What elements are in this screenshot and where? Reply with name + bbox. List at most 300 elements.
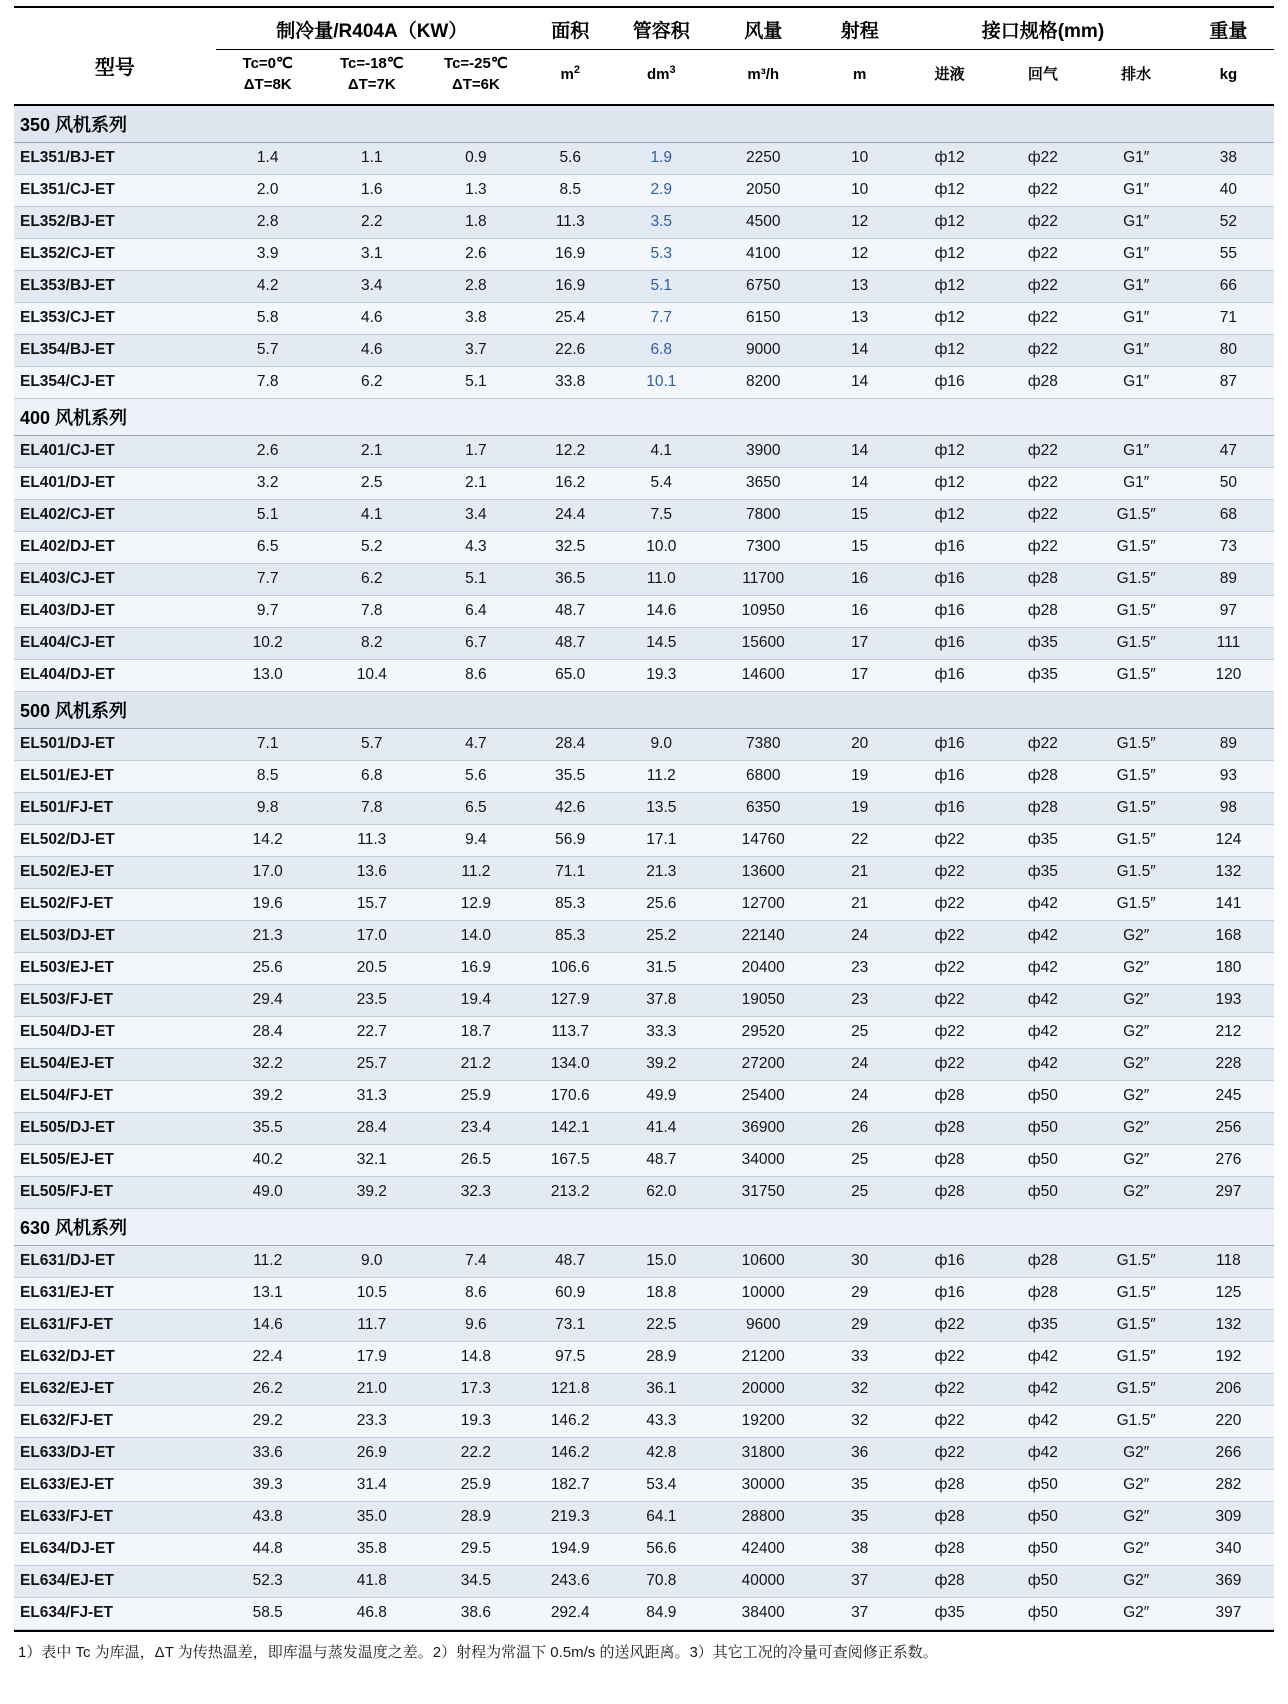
cell-conn-liquid: ф22 — [903, 1373, 996, 1405]
cell-volume: 64.1 — [613, 1501, 711, 1533]
cell-throw: 10 — [816, 174, 903, 206]
cell-conn-liquid: ф22 — [903, 1341, 996, 1373]
cell-throw: 15 — [816, 499, 903, 531]
cell-throw: 24 — [816, 920, 903, 952]
cell-cap-tc0: 6.5 — [216, 531, 320, 563]
cell-conn-gas: ф50 — [996, 1597, 1089, 1629]
cell-throw: 21 — [816, 888, 903, 920]
cell-model: EL503/DJ-ET — [14, 920, 216, 952]
cell-conn-gas: ф28 — [996, 1277, 1089, 1309]
cell-conn-drain: G1.5″ — [1090, 1277, 1183, 1309]
cell-area: 16.9 — [528, 270, 613, 302]
header-conn-liquid: 进液 — [934, 65, 965, 83]
cell-conn-gas: ф42 — [996, 984, 1089, 1016]
cell-cap-tc25: 17.3 — [424, 1373, 528, 1405]
cell-model: EL403/CJ-ET — [14, 563, 216, 595]
cell-area: 106.6 — [528, 952, 613, 984]
cell-throw: 26 — [816, 1112, 903, 1144]
cell-cap-tc25: 7.4 — [424, 1245, 528, 1277]
cell-model: EL504/DJ-ET — [14, 1016, 216, 1048]
cell-conn-gas: ф50 — [996, 1176, 1089, 1208]
cell-weight: 97 — [1183, 595, 1274, 627]
cell-conn-drain: G1″ — [1090, 302, 1183, 334]
cell-airflow: 10000 — [710, 1277, 816, 1309]
cell-area: 65.0 — [528, 659, 613, 691]
cell-conn-gas: ф35 — [996, 856, 1089, 888]
cell-cap-tc18: 6.2 — [320, 563, 424, 595]
cell-conn-gas: ф22 — [996, 174, 1089, 206]
cell-airflow: 13600 — [710, 856, 816, 888]
cell-airflow: 31750 — [710, 1176, 816, 1208]
table-row — [14, 1080, 1274, 1112]
cell-weight: 168 — [1183, 920, 1274, 952]
table-row — [14, 856, 1274, 888]
cell-cap-tc25: 38.6 — [424, 1597, 528, 1629]
cell-conn-drain: G1″ — [1090, 467, 1183, 499]
cell-conn-liquid: ф22 — [903, 1048, 996, 1080]
cell-airflow: 15600 — [710, 627, 816, 659]
cell-model: EL351/BJ-ET — [14, 142, 216, 174]
cell-area: 56.9 — [528, 824, 613, 856]
cell-airflow: 7300 — [710, 531, 816, 563]
cell-cap-tc18: 1.6 — [320, 174, 424, 206]
cell-conn-liquid: ф16 — [903, 760, 996, 792]
cell-conn-gas: ф42 — [996, 1341, 1089, 1373]
cell-throw: 24 — [816, 1080, 903, 1112]
series-header-row — [14, 398, 1274, 435]
cell-volume: 9.0 — [613, 728, 711, 760]
cell-conn-drain: G2″ — [1090, 1597, 1183, 1629]
cell-volume: 22.5 — [613, 1309, 711, 1341]
cell-volume: 7.5 — [613, 499, 711, 531]
cell-cap-tc0: 22.4 — [216, 1341, 320, 1373]
cell-cap-tc25: 6.7 — [424, 627, 528, 659]
cell-conn-gas: ф42 — [996, 1373, 1089, 1405]
cell-throw: 35 — [816, 1501, 903, 1533]
cell-volume: 11.2 — [613, 760, 711, 792]
cell-cap-tc18: 26.9 — [320, 1437, 424, 1469]
cell-throw: 25 — [816, 1016, 903, 1048]
cell-model: EL402/DJ-ET — [14, 531, 216, 563]
cell-throw: 23 — [816, 984, 903, 1016]
cell-airflow: 6750 — [710, 270, 816, 302]
cell-volume: 18.8 — [613, 1277, 711, 1309]
cell-cap-tc25: 3.8 — [424, 302, 528, 334]
table-row — [14, 1597, 1274, 1629]
cell-model: EL633/FJ-ET — [14, 1501, 216, 1533]
cell-cap-tc18: 5.2 — [320, 531, 424, 563]
cell-conn-gas: ф28 — [996, 760, 1089, 792]
cell-cap-tc18: 10.5 — [320, 1277, 424, 1309]
cell-model: EL634/FJ-ET — [14, 1597, 216, 1629]
cell-conn-drain: G1.5″ — [1090, 531, 1183, 563]
table-row — [14, 1533, 1274, 1565]
cell-area: 60.9 — [528, 1277, 613, 1309]
cell-cap-tc18: 9.0 — [320, 1245, 424, 1277]
table-row — [14, 595, 1274, 627]
cell-model: EL505/DJ-ET — [14, 1112, 216, 1144]
cell-area: 194.9 — [528, 1533, 613, 1565]
cell-conn-gas: ф35 — [996, 1309, 1089, 1341]
cell-cap-tc18: 6.8 — [320, 760, 424, 792]
cell-conn-gas: ф22 — [996, 435, 1089, 467]
header-volume-unit: $dm^3$ — [646, 64, 676, 84]
cell-throw: 29 — [816, 1309, 903, 1341]
cell-volume: 10.0 — [613, 531, 711, 563]
cell-cap-tc18: 1.1 — [320, 142, 424, 174]
cell-weight: 256 — [1183, 1112, 1274, 1144]
cell-cap-tc0: 58.5 — [216, 1597, 320, 1629]
cell-area: 213.2 — [528, 1176, 613, 1208]
cell-conn-liquid: ф16 — [903, 627, 996, 659]
cell-cap-tc18: 46.8 — [320, 1597, 424, 1629]
cell-conn-liquid: ф16 — [903, 563, 996, 595]
cell-conn-gas: ф50 — [996, 1565, 1089, 1597]
cell-conn-liquid: ф22 — [903, 1309, 996, 1341]
cell-conn-liquid: ф16 — [903, 659, 996, 691]
cell-conn-drain: G1.5″ — [1090, 792, 1183, 824]
cell-conn-gas: ф42 — [996, 888, 1089, 920]
cell-weight: 40 — [1183, 174, 1274, 206]
cell-throw: 25 — [816, 1176, 903, 1208]
cell-cap-tc25: 4.7 — [424, 728, 528, 760]
cell-weight: 87 — [1183, 366, 1274, 398]
cell-weight: 180 — [1183, 952, 1274, 984]
table-row — [14, 920, 1274, 952]
header-cap-tc18: Tc=-18℃ ΔT=7K — [339, 55, 404, 94]
cell-conn-drain: G2″ — [1090, 1144, 1183, 1176]
cell-cap-tc0: 43.8 — [216, 1501, 320, 1533]
table-row — [14, 659, 1274, 691]
table-row — [14, 1277, 1274, 1309]
cell-volume: 6.8 — [613, 334, 711, 366]
table-row — [14, 1501, 1274, 1533]
table-row — [14, 1176, 1274, 1208]
table-row — [14, 1373, 1274, 1405]
cell-volume: 41.4 — [613, 1112, 711, 1144]
cell-volume: 31.5 — [613, 952, 711, 984]
cell-weight: 98 — [1183, 792, 1274, 824]
cell-cap-tc0: 7.8 — [216, 366, 320, 398]
cell-airflow: 8200 — [710, 366, 816, 398]
cell-cap-tc0: 9.7 — [216, 595, 320, 627]
cell-airflow: 14760 — [710, 824, 816, 856]
cell-throw: 13 — [816, 270, 903, 302]
cell-cap-tc25: 25.9 — [424, 1469, 528, 1501]
series-header-row — [14, 1208, 1274, 1245]
cell-cap-tc18: 41.8 — [320, 1565, 424, 1597]
cell-model: EL634/EJ-ET — [14, 1565, 216, 1597]
cell-cap-tc0: 28.4 — [216, 1016, 320, 1048]
cell-weight: 66 — [1183, 270, 1274, 302]
cell-conn-gas: ф50 — [996, 1469, 1089, 1501]
cell-airflow: 31800 — [710, 1437, 816, 1469]
header-throw-unit: m — [853, 65, 867, 83]
table-header — [14, 7, 1274, 105]
cell-model: EL354/BJ-ET — [14, 334, 216, 366]
cell-model: EL354/CJ-ET — [14, 366, 216, 398]
cell-cap-tc0: 32.2 — [216, 1048, 320, 1080]
cell-cap-tc0: 26.2 — [216, 1373, 320, 1405]
cell-volume: 14.5 — [613, 627, 711, 659]
cell-model: EL632/DJ-ET — [14, 1341, 216, 1373]
cell-throw: 19 — [816, 760, 903, 792]
cell-model: EL505/EJ-ET — [14, 1144, 216, 1176]
cell-conn-drain: G2″ — [1090, 1469, 1183, 1501]
cell-throw: 21 — [816, 856, 903, 888]
cell-conn-drain: G1.5″ — [1090, 1341, 1183, 1373]
cell-conn-drain: G2″ — [1090, 1016, 1183, 1048]
cell-weight: 282 — [1183, 1469, 1274, 1501]
cell-model: EL351/CJ-ET — [14, 174, 216, 206]
cell-weight: 111 — [1183, 627, 1274, 659]
cell-conn-liquid: ф28 — [903, 1080, 996, 1112]
cell-conn-gas: ф50 — [996, 1533, 1089, 1565]
cell-conn-drain: G2″ — [1090, 1176, 1183, 1208]
cell-volume: 39.2 — [613, 1048, 711, 1080]
cell-cap-tc18: 10.4 — [320, 659, 424, 691]
cell-conn-liquid: ф22 — [903, 984, 996, 1016]
cell-cap-tc25: 0.9 — [424, 142, 528, 174]
cell-model: EL632/FJ-ET — [14, 1405, 216, 1437]
cell-cap-tc0: 39.2 — [216, 1080, 320, 1112]
cell-cap-tc0: 8.5 — [216, 760, 320, 792]
cell-cap-tc0: 35.5 — [216, 1112, 320, 1144]
cell-model: EL502/DJ-ET — [14, 824, 216, 856]
cell-cap-tc18: 2.5 — [320, 467, 424, 499]
cell-conn-gas: ф50 — [996, 1501, 1089, 1533]
cell-throw: 37 — [816, 1597, 903, 1629]
cell-conn-gas: ф42 — [996, 1437, 1089, 1469]
cell-conn-liquid: ф22 — [903, 888, 996, 920]
cell-weight: 55 — [1183, 238, 1274, 270]
cell-throw: 16 — [816, 563, 903, 595]
cell-cap-tc0: 29.4 — [216, 984, 320, 1016]
cell-area: 24.4 — [528, 499, 613, 531]
cell-cap-tc18: 11.7 — [320, 1309, 424, 1341]
cell-weight: 50 — [1183, 467, 1274, 499]
table-row — [14, 435, 1274, 467]
cell-conn-drain: G1.5″ — [1090, 595, 1183, 627]
cell-volume: 2.9 — [613, 174, 711, 206]
cell-airflow: 10600 — [710, 1245, 816, 1277]
cell-weight: 206 — [1183, 1373, 1274, 1405]
cell-cap-tc18: 39.2 — [320, 1176, 424, 1208]
cell-cap-tc18: 17.9 — [320, 1341, 424, 1373]
table-row — [14, 499, 1274, 531]
cell-conn-gas: ф22 — [996, 467, 1089, 499]
cell-model: EL633/EJ-ET — [14, 1469, 216, 1501]
cell-airflow: 28800 — [710, 1501, 816, 1533]
cell-conn-liquid: ф35 — [903, 1597, 996, 1629]
cell-throw: 19 — [816, 792, 903, 824]
cell-cap-tc0: 33.6 — [216, 1437, 320, 1469]
cell-cap-tc25: 5.1 — [424, 366, 528, 398]
cell-conn-gas: ф35 — [996, 824, 1089, 856]
cell-conn-drain: G1.5″ — [1090, 888, 1183, 920]
cell-cap-tc18: 31.4 — [320, 1469, 424, 1501]
cell-conn-gas: ф28 — [996, 1245, 1089, 1277]
cell-conn-drain: G1.5″ — [1090, 563, 1183, 595]
cell-model: EL503/FJ-ET — [14, 984, 216, 1016]
cell-area: 219.3 — [528, 1501, 613, 1533]
cell-conn-gas: ф22 — [996, 206, 1089, 238]
cell-throw: 29 — [816, 1277, 903, 1309]
cell-conn-drain: G1″ — [1090, 334, 1183, 366]
cell-weight: 141 — [1183, 888, 1274, 920]
cell-cap-tc25: 11.2 — [424, 856, 528, 888]
cell-volume: 43.3 — [613, 1405, 711, 1437]
cell-weight: 369 — [1183, 1565, 1274, 1597]
cell-conn-liquid: ф22 — [903, 952, 996, 984]
cell-weight: 73 — [1183, 531, 1274, 563]
cell-area: 12.2 — [528, 435, 613, 467]
cell-weight: 132 — [1183, 856, 1274, 888]
cell-throw: 30 — [816, 1245, 903, 1277]
table-row — [14, 1144, 1274, 1176]
cell-cap-tc25: 3.7 — [424, 334, 528, 366]
cell-airflow: 4100 — [710, 238, 816, 270]
cell-volume: 19.3 — [613, 659, 711, 691]
cell-airflow: 36900 — [710, 1112, 816, 1144]
cell-model: EL402/CJ-ET — [14, 499, 216, 531]
cell-cap-tc18: 28.4 — [320, 1112, 424, 1144]
cell-airflow: 2050 — [710, 174, 816, 206]
cell-cap-tc25: 19.3 — [424, 1405, 528, 1437]
cell-area: 243.6 — [528, 1565, 613, 1597]
cell-conn-drain: G1″ — [1090, 206, 1183, 238]
cell-cap-tc18: 5.7 — [320, 728, 424, 760]
header-connection-group: 接口规格(mm) — [903, 7, 1183, 50]
cell-conn-liquid: ф12 — [903, 206, 996, 238]
cell-weight: 118 — [1183, 1245, 1274, 1277]
cell-throw: 17 — [816, 659, 903, 691]
cell-conn-liquid: ф16 — [903, 531, 996, 563]
cell-throw: 12 — [816, 238, 903, 270]
cell-cap-tc0: 2.8 — [216, 206, 320, 238]
cell-cap-tc0: 40.2 — [216, 1144, 320, 1176]
cell-cap-tc0: 9.8 — [216, 792, 320, 824]
table-row — [14, 206, 1274, 238]
table-row — [14, 1469, 1274, 1501]
cell-conn-liquid: ф22 — [903, 1437, 996, 1469]
cell-weight: 89 — [1183, 563, 1274, 595]
header-weight-unit: kg — [1219, 65, 1238, 83]
cell-cap-tc0: 13.1 — [216, 1277, 320, 1309]
cell-conn-liquid: ф12 — [903, 174, 996, 206]
table-row — [14, 1309, 1274, 1341]
cell-area: 146.2 — [528, 1405, 613, 1437]
series-title: 500 风机系列 — [14, 691, 1274, 728]
cell-conn-gas: ф50 — [996, 1112, 1089, 1144]
cell-conn-gas: ф22 — [996, 302, 1089, 334]
cell-conn-liquid: ф12 — [903, 334, 996, 366]
cell-model: EL401/CJ-ET — [14, 435, 216, 467]
cell-model: EL501/DJ-ET — [14, 728, 216, 760]
cell-conn-drain: G2″ — [1090, 1437, 1183, 1469]
cell-cap-tc25: 5.1 — [424, 563, 528, 595]
cell-area: 5.6 — [528, 142, 613, 174]
cell-volume: 53.4 — [613, 1469, 711, 1501]
cell-conn-drain: G1″ — [1090, 366, 1183, 398]
cell-conn-drain: G1.5″ — [1090, 659, 1183, 691]
cell-cap-tc25: 34.5 — [424, 1565, 528, 1597]
cell-cap-tc18: 3.4 — [320, 270, 424, 302]
cell-area: 22.6 — [528, 334, 613, 366]
cell-model: EL634/DJ-ET — [14, 1533, 216, 1565]
cell-volume: 42.8 — [613, 1437, 711, 1469]
cell-airflow: 6150 — [710, 302, 816, 334]
cell-weight: 132 — [1183, 1309, 1274, 1341]
header-volume: 管容积 — [613, 7, 711, 50]
cell-throw: 17 — [816, 627, 903, 659]
cell-cap-tc0: 11.2 — [216, 1245, 320, 1277]
cell-volume: 17.1 — [613, 824, 711, 856]
cell-cap-tc0: 3.9 — [216, 238, 320, 270]
table-row — [14, 824, 1274, 856]
cell-conn-liquid: ф28 — [903, 1501, 996, 1533]
cell-weight: 89 — [1183, 728, 1274, 760]
cell-conn-gas: ф42 — [996, 952, 1089, 984]
cell-model: EL501/EJ-ET — [14, 760, 216, 792]
table-row — [14, 174, 1274, 206]
cell-conn-liquid: ф22 — [903, 856, 996, 888]
header-cap-tc0: Tc=0℃ ΔT=8K — [242, 55, 293, 94]
cell-airflow: 12700 — [710, 888, 816, 920]
table-row — [14, 1016, 1274, 1048]
cell-conn-drain: G1.5″ — [1090, 856, 1183, 888]
specification-table — [14, 6, 1274, 1630]
cell-cap-tc18: 2.2 — [320, 206, 424, 238]
header-area-unit: $m^2$ — [560, 64, 580, 84]
cell-cap-tc0: 5.7 — [216, 334, 320, 366]
cell-conn-gas: ф42 — [996, 1405, 1089, 1437]
table-row — [14, 1048, 1274, 1080]
cell-cap-tc18: 6.2 — [320, 366, 424, 398]
cell-weight: 80 — [1183, 334, 1274, 366]
cell-cap-tc25: 8.6 — [424, 1277, 528, 1309]
cell-volume: 3.5 — [613, 206, 711, 238]
cell-cap-tc0: 4.2 — [216, 270, 320, 302]
cell-area: 35.5 — [528, 760, 613, 792]
cell-cap-tc0: 44.8 — [216, 1533, 320, 1565]
cell-conn-drain: G1″ — [1090, 174, 1183, 206]
cell-cap-tc18: 11.3 — [320, 824, 424, 856]
cell-throw: 15 — [816, 531, 903, 563]
cell-conn-drain: G2″ — [1090, 952, 1183, 984]
cell-volume: 5.4 — [613, 467, 711, 499]
cell-cap-tc0: 2.0 — [216, 174, 320, 206]
cell-conn-drain: G2″ — [1090, 1533, 1183, 1565]
cell-conn-liquid: ф16 — [903, 366, 996, 398]
cell-cap-tc18: 23.3 — [320, 1405, 424, 1437]
cell-weight: 212 — [1183, 1016, 1274, 1048]
cell-conn-liquid: ф12 — [903, 142, 996, 174]
cell-conn-drain: G1.5″ — [1090, 760, 1183, 792]
cell-cap-tc25: 9.4 — [424, 824, 528, 856]
header-airflow: 风量 — [710, 7, 816, 50]
cell-area: 182.7 — [528, 1469, 613, 1501]
cell-throw: 14 — [816, 435, 903, 467]
cell-cap-tc25: 12.9 — [424, 888, 528, 920]
cell-volume: 33.3 — [613, 1016, 711, 1048]
header-conn-drain: 排水 — [1121, 65, 1152, 83]
cell-airflow: 25400 — [710, 1080, 816, 1112]
header-capacity-group: 制冷量/R404A（KW） — [216, 7, 528, 50]
cell-volume: 84.9 — [613, 1597, 711, 1629]
cell-conn-liquid: ф28 — [903, 1469, 996, 1501]
cell-conn-liquid: ф12 — [903, 435, 996, 467]
